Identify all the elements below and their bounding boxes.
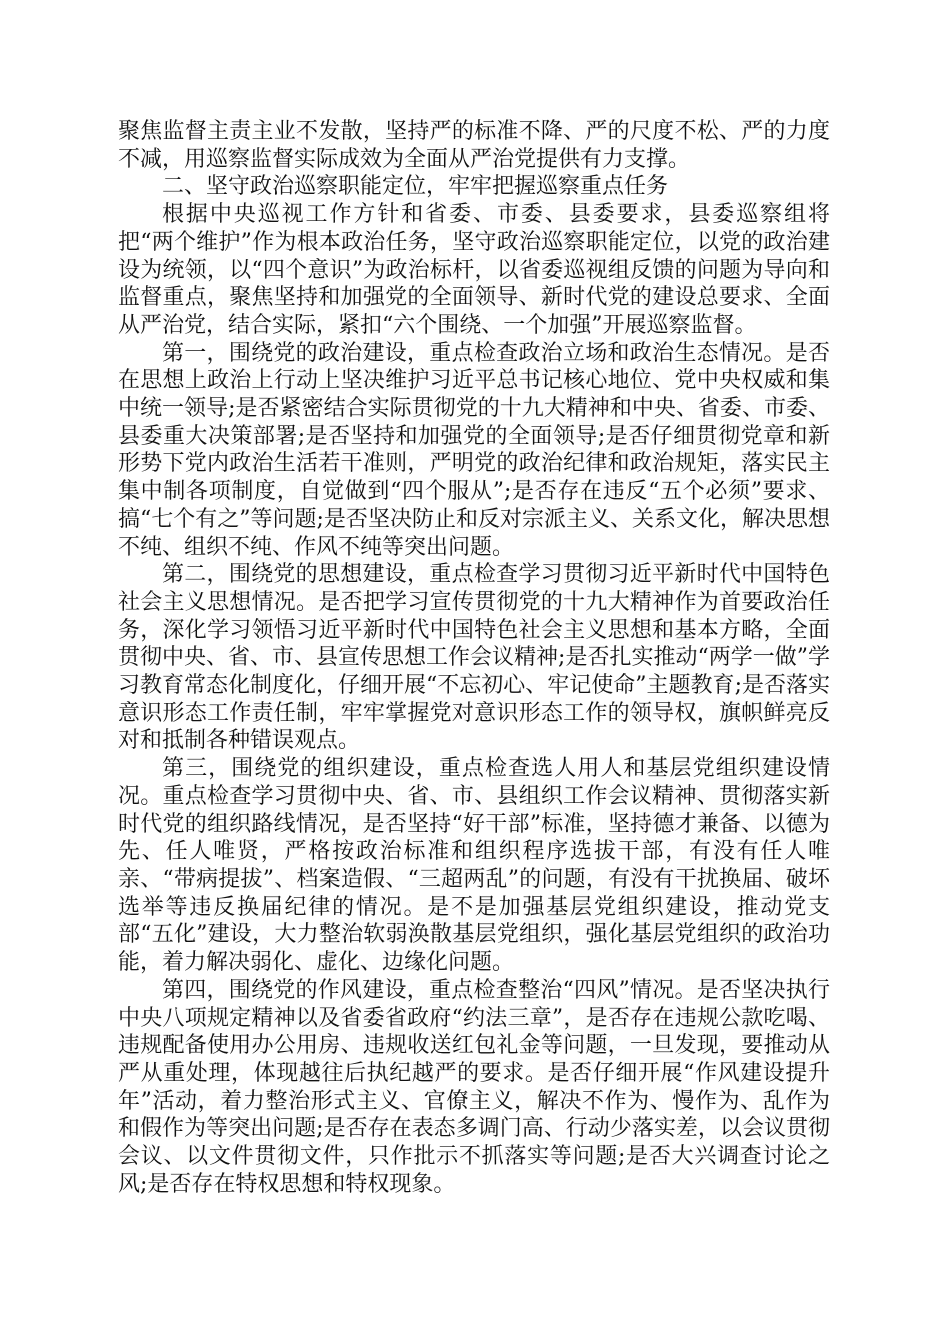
paragraph-organizational-building: 第三，围绕党的组织建设，重点检查选人用人和基层党组织建设情况。重点检查学习贯彻中央、省、市、县组织工作会议精神、贯彻落实新时代党的组织路线情况，是否坚持“好干部”标准，坚持德才兼备、以德为先、任人唯贤，严格按政治标准和组织程序选拔干部，有没有任人唯亲、“带病提拔”、档案造假、“三超两乱”的问题，有没有干扰换届、破坏选举等违反换届纪律的情况。是不是加强基层党组织建设，推动党支部“五化”建设，大力整治软弱涣散基层党组织，强化基层党组织的政治功能，着力解决弱化、虚化、边缘化问题。 xyxy=(118,756,830,976)
section-heading: 二、坚守政治巡察职能定位，牢牢把握巡察重点任务 xyxy=(162,174,669,200)
paragraph-1: 聚焦监督主责主业不发散，坚持严的标准不降、严的尺度不松、严的力度不减，用巡察监督实际成效为全面从严治党提供有力支撑。 xyxy=(118,119,830,172)
paragraph-ideological-building: 第二，围绕党的思想建设，重点检查学习贯彻习近平新时代中国特色社会主义思想情况。是否把学习宣传贯彻党的十九大精神作为首要政治任务，深化学习领悟习近平新时代中国特色社会主义思想和基本方略，全面贯彻中央、省、市、县宣传思想工作会议精神;是否扎实推动“两学一做”学习教育常态化制度化，仔细开展“不忘初心、牢记使命”主题教育;是否落实意识形态工作责任制，牢牢掌握党对意识形态工作的领导权，旗帜鲜亮反对和抵制各种错误观点。 xyxy=(118,562,830,754)
paragraph-2: 根据中央巡视工作方针和省委、市委、县委要求，县委巡察组将把“两个维护”作为根本政治任务，坚守政治巡察职能定位，以党的政治建设为统领，以“四个意识”为政治标杆，以省委巡视组反馈的问题为导向和监督重点，聚焦坚持和加强党的全面领导、新时代党的建设总要求、全面从严治党，结合实际，紧扣“六个围绕、一个加强”开展巡察监督。 xyxy=(118,202,830,338)
paragraph-political-building: 第一，围绕党的政治建设，重点检查政治立场和政治生态情况。是否在思想上政治上行动上坚决维护习近平总书记核心地位、党中央权威和集中统一领导;是否紧密结合实际贯彻党的十九大精神和中央、省委、市委、县委重大决策部署;是否坚持和加强党的全面领导;是否仔细贯彻党章和新形势下党内政治生活若干准则，严明党的政治纪律和政治规矩，落实民主集中制各项制度，自觉做到“四个服从”;是否存在违反“五个必须”要求、搞“七个有之”等问题;是否坚决防止和反对宗派主义、关系文化，解决思想不纯、组织不纯、作风不纯等突出问题。 xyxy=(118,340,830,560)
paragraph-style-building: 第四，围绕党的作风建设，重点检查整治“四风”情况。是否坚决执行中央八项规定精神以及省委省政府“约法三章”，是否存在违规公款吃喝、违规配备使用办公用房、违规收送红包礼金等问题，一旦发现，要推动从严从重处理，体现越往后执纪越严的要求。是否仔细开展“作风建设提升年”活动，着力整治形式主义、官僚主义，解决不作为、慢作为、乱作为和假作为等突出问题;是否存在表态多调门高、行动少落实差，以会议贯彻会议、以文件贯彻文件，只作批示不抓落实等问题;是否大兴调查讨论之风;是否存在特权思想和特权现象。 xyxy=(118,977,830,1197)
document-page xyxy=(118,118,830,1198)
